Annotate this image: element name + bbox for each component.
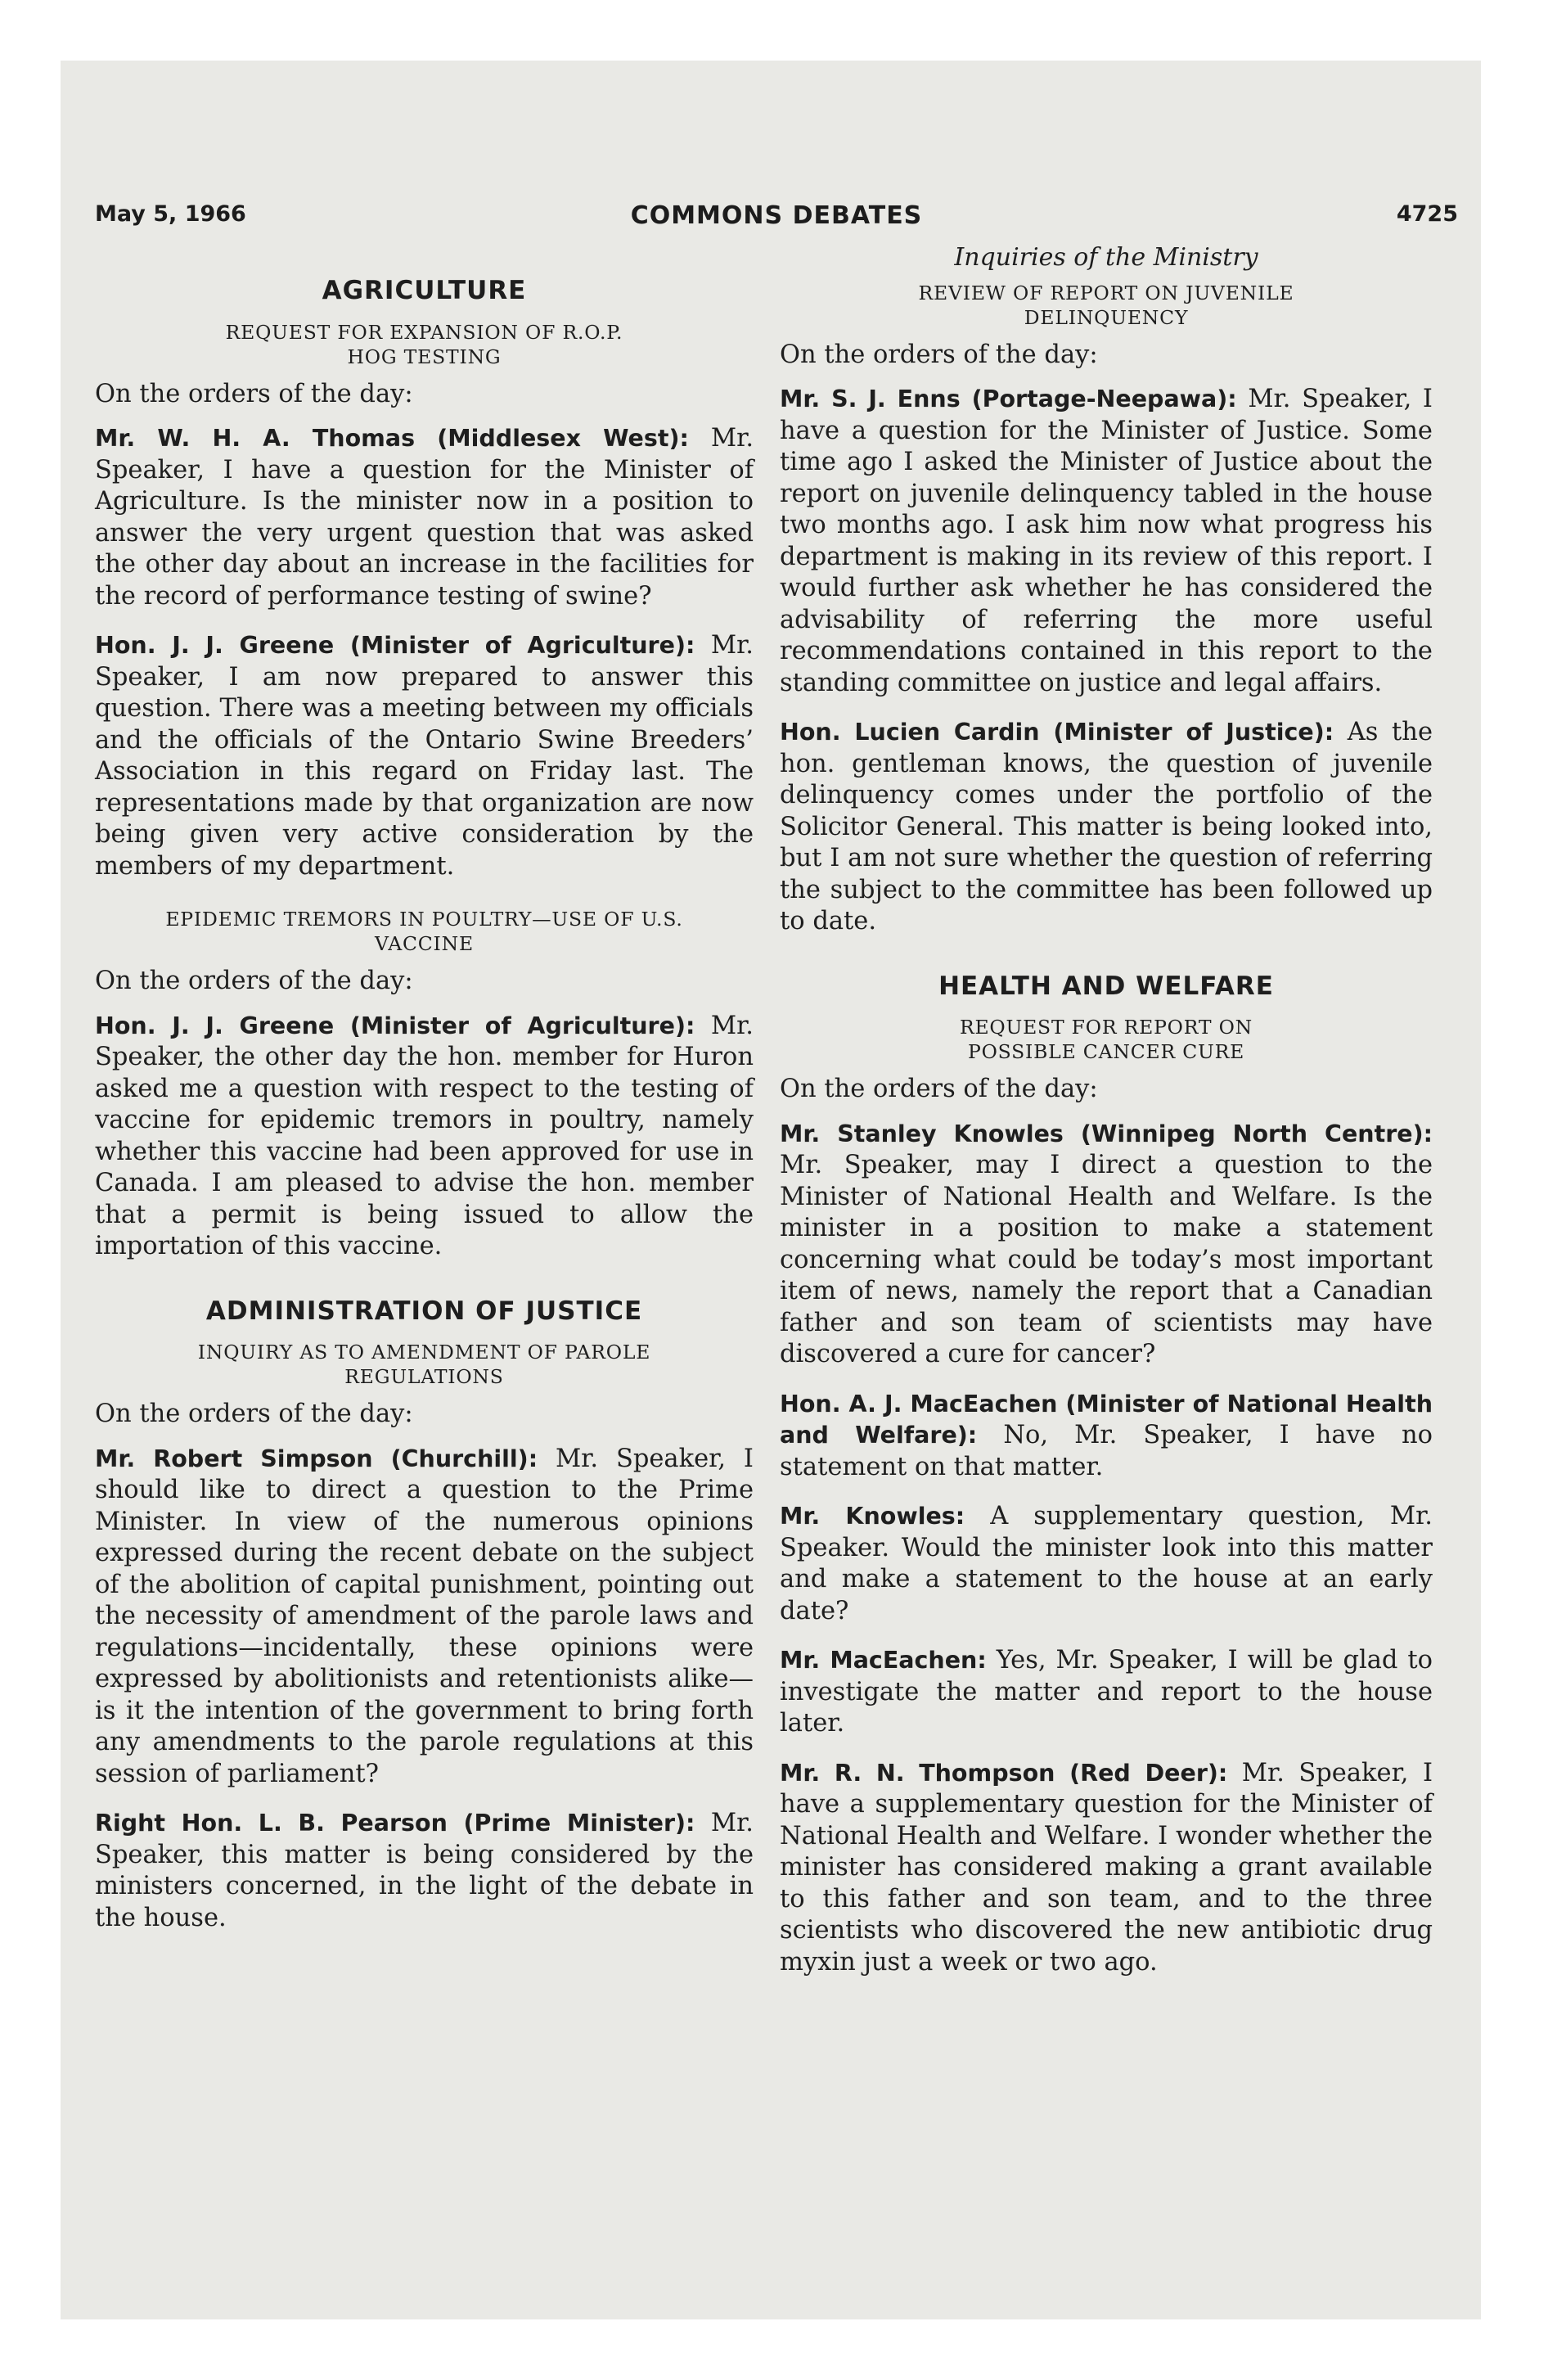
speech-text: Mr. Speaker, I have a question for the Minister of Agriculture. Is the minister now in a position to answer the very urgent question that was asked the other day about an increase in the facilities for the record of performance testing of swine? [95,424,754,611]
speech-text: Mr. Speaker, I have a supplementary question for the Minister of National Health and Welfare. I wonder whether the minister has considered making a grant available to this father and son team, and to the three scientists who discovered the new antibiotic drug myxin just a week or two ago. [780,1758,1433,1977]
speech-paragraph [780,1501,1433,1627]
orders-of-the-day: On the orders of the day: [95,967,413,995]
speech-paragraph [95,1011,754,1263]
speech-text: Mr. Speaker, may I direct a question to the Minister of National Health and Welfare. Is the minister in a position to make a statement concerning what could be today’s most important item of news, namely the report that a Canadian father and son team of scientists may have discovered a cure for cancer? [780,1151,1433,1368]
header-date: May 5, 1966 [95,201,246,227]
running-header [95,201,1458,234]
speech-paragraph [780,1645,1433,1740]
page-number: 4725 [1396,201,1458,227]
speech-text: Mr. Speaker, the other day the hon. member for Huron asked me a question with respect to the testing of vaccine for epidemic tremors in poultry, namely whether this vaccine had been approved for use in Canada. I am pleased to advise the hon. member that a permit is being issued to allow the importation of this vaccine. [95,1011,754,1260]
left-column [95,242,754,1952]
orders-of-the-day: On the orders of the day: [95,379,413,408]
subheading-parole-regulations: INQUIRY AS TO AMENDMENT OF PAROLE REGULATIONS [197,1341,651,1388]
speaker-name: Mr. Knowles: [780,1503,965,1530]
header-title: COMMONS DEBATES [630,201,923,230]
speaker-name: Mr. W. H. A. Thomas (Middlesex West): [95,425,689,452]
speaker-name: Mr. Robert Simpson (Churchill): [95,1445,538,1472]
speech-text: As the hon. gentleman knows, the question of juvenile delinquency comes under the portfolio of the Solicitor General. This matter is being looked into, but I am not sure whether the question of referring the subject to the committee has been followed up to date. [780,718,1433,935]
speech-paragraph [95,1808,754,1934]
subheading-rop-hog-testing: REQUEST FOR EXPANSION OF R.O.P. HOG TESTING [225,320,623,368]
speaker-name: Right Hon. L. B. Pearson (Prime Minister): [95,1810,695,1837]
speaker-name: Mr. R. N. Thompson (Red Deer): [780,1759,1228,1787]
section-title-agriculture: AGRICULTURE [322,276,527,305]
right-column [780,242,1433,1996]
speaker-name: Mr. S. J. Enns (Portage-Neepawa): [780,385,1237,412]
inquiries-heading: Inquiries of the Ministry [954,243,1258,272]
speech-paragraph [780,1119,1433,1371]
subheading-epidemic-tremors: EPIDEMIC TREMORS IN POULTRY—USE OF U.S. VACCINE [165,908,683,955]
speaker-name: Mr. MacEachen: [780,1647,987,1674]
speaker-name: Hon. J. J. Greene (Minister of Agriculture): [95,1012,695,1039]
speech-text: Yes, Mr. Speaker, I will be glad to investigate the matter and report to the house later. [780,1646,1433,1738]
speech-paragraph [95,423,754,612]
orders-of-the-day: On the orders of the day: [780,1075,1098,1103]
subheading-cancer-cure: REQUEST FOR REPORT ON POSSIBLE CANCER CURE [959,1016,1253,1063]
speech-paragraph [780,717,1433,938]
orders-of-the-day: On the orders of the day: [780,340,1098,369]
speaker-name: Hon. Lucien Cardin (Minister of Justice): [780,719,1334,746]
speech-paragraph [780,384,1433,699]
speech-paragraph [780,1389,1433,1484]
speaker-name: Mr. Stanley Knowles (Winnipeg North Centre): [780,1120,1433,1147]
speech-paragraph [95,1444,754,1791]
speech-text: Mr. Speaker, I should like to direct a question to the Prime Minister. In view of the numerous opinions expressed during the recent debate on the subject of the abolition of capital punishment, pointing out the necessity of amendment of the parole laws and regulations—incidentally, these opinions were expressed by abolitionists and retentionists alike—is it the intention of the government to bring forth any amendments to the parole regulations at this session of parliament? [95,1444,754,1788]
section-title-health: HEALTH AND WELFARE [938,971,1274,1001]
speech-text: No, Mr. Speaker, I have no statement on that matter. [780,1421,1433,1481]
speech-text: Mr. Speaker, I have a question for the Minister of Justice. Some time ago I asked the Minister of Justice about the report on juvenile delinquency tabled in the house two months ago. I ask him now what progress his department is making in its review of this report. I would further ask whether he has considered the advisability of referring the more useful recommendations contained in this report to the standing committee on justice and legal affairs. [780,385,1433,697]
speech-text: A supplementary question, Mr. Speaker. Would the minister look into this matter and make a statement to the house at an early date? [780,1502,1433,1625]
speech-text: Mr. Speaker, I am now prepared to answer this question. There was a meeting between my officials and the officials of the Ontario Swine Breeders’ Association in this regard on Friday last. The representations made by that organization are now being given very active consideration by the members of my department. [95,631,754,881]
orders-of-the-day: On the orders of the day: [95,1400,413,1428]
speaker-name: Hon. A. J. MacEachen (Minister of National Health and Welfare): [780,1390,1433,1449]
speech-text: Mr. Speaker, this matter is being considered by the ministers concerned, in the light of the debate in the house. [95,1809,754,1932]
subheading-juvenile-delinquency: REVIEW OF REPORT ON JUVENILE DELINQUENCY [918,281,1294,329]
section-title-justice: ADMINISTRATION OF JUSTICE [205,1296,643,1326]
speech-paragraph [780,1758,1433,1979]
speaker-name: Hon. J. J. Greene (Minister of Agriculture): [95,632,695,659]
speech-paragraph [95,630,754,882]
